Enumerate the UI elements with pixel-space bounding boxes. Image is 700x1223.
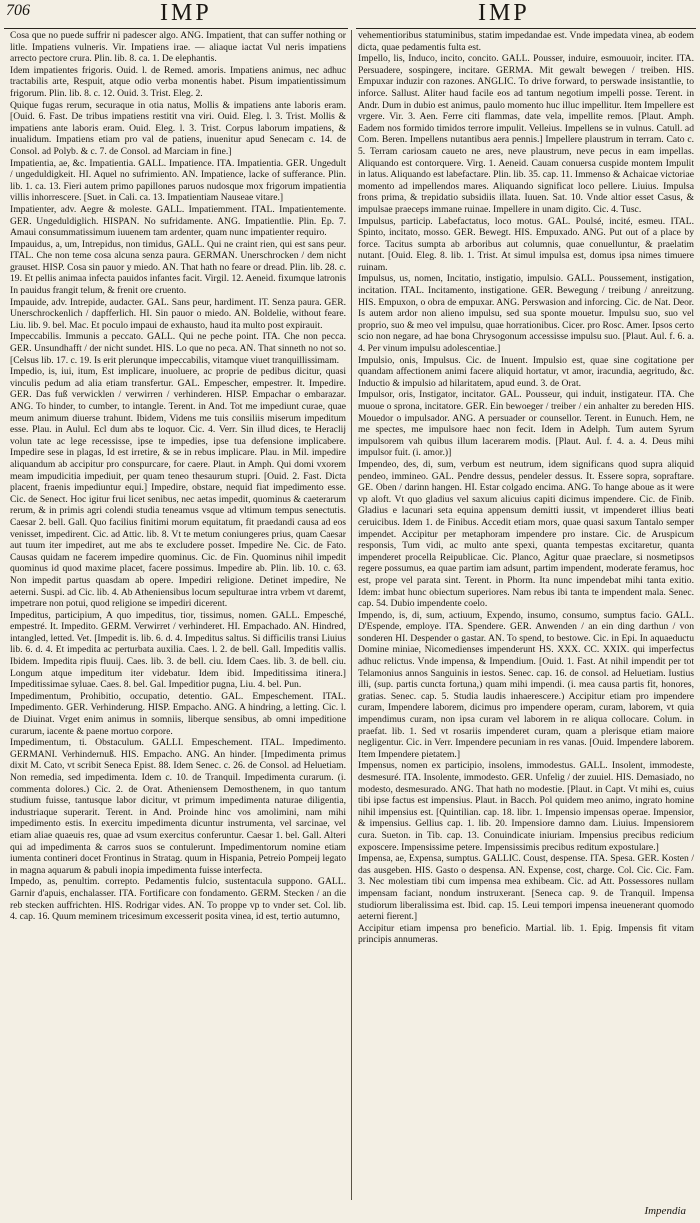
dictionary-entry: Impulsio, onis, Impulsus. Cic. de Inuent. Impulsio est, quae sine cogitatione per quandam affectionem animi facere aliquid hortatur, vt amor, iracundia, aegritudo, &c. Inductio & impulsio ad hilaritatem, apud eund. 3. de Orat. [358, 354, 694, 389]
running-head-right: IMP [478, 0, 530, 26]
dictionary-entry: Idem impatientes frigoris. Ouid. l. de Remed. amoris. Impatiens animus, nec adhuc tractabilis arte, Respuit, atque odio verba monentis habet. Pisum impatientissimum frigorum. Plin. lib. 8. c. 12. Ouid. 3. Trist. Eleg. 2. [10, 64, 346, 99]
dictionary-entry: Quique fugas rerum, securaque in otia natus, Mollis & impatiens ante laboris eram. [Ouid. 6. Fast. De tribus impatiens restitit vna viri. Ouid. Eleg. l. 3. Trist. Mollis & impatiens ante laboris eram. Ouid. Eleg. l. 3. Trist. Corpus laborum impatiens, & inualidum. Impatiens etiam pro val de patiens, inuenitur apud Senecam c. 14. de Consol. ad Polyb. & c. 7. de Consol. ad Marciam in fine.] [10, 99, 346, 157]
header-rule-left [4, 28, 348, 29]
column-divider [351, 30, 352, 1200]
dictionary-entry: Impatienter, adv. Aegre & moleste. GALL. Impatiemment. ITAL. Impatientemente. GER. Ungeduldiglich. HISPAN. No sufridamente. ANG. Impatientlie. Plin. Ep. 7. Amaui consummatissimum iuuenem tam ardenter, quam nunc impatienter requiro. [10, 203, 346, 239]
dictionary-entry: Impensa, ae, Expensa, sumptus. GALLIC. Coust, despense. ITA. Spesa. GER. Kosten / das ausgeben. HIS. Gasto o despensa. AN. Expense, cost, charge. Col. Cic. Cic. Fam. 3. Nec molestiam tibi cum impensa mea exhibeam. Cic. ad Att. Possessores nullam impensam faciant, nondum instruxerant. [Seneca cap. 9. de Tranquil. Impensa studiorum liberalissima est. Ibid. cap. 15. Leui tempori impensa ineuenerant quomodo aeterni fierent.] [358, 853, 694, 923]
right-column [358, 30, 694, 1210]
dictionary-entry: Impeccabilis. Immunis a peccato. GALL. Qui ne peche point. ITA. Che non pecca. GER. Unsundhafft / der nicht sundet. HIS. Lo que no peca. AN. That sinneth no not so. [Celsus lib. 17. c. 19. Is erit plerunque impeccabilis, vitamque viuet tranquillissimam. [10, 331, 346, 366]
dictionary-entry: Impulsor, oris, Instigator, incitator. GAL. Pousseur, qui induit, instigateur. ITA. Che muoue o sprona, incitatore. GER. Ein bewoeger / treiber / ein anhalter zu bereden HIS. Mouedor o impulsador. ANG. A persuader or counsellor. Terent. in Eunuch. Hem, ne me spectes, me impulsore haec non fecit. Idem in Adelph. Tum autem Syrum impulsorem vah quibus illum lacerarem modis. [Plaut. Aul. f. 4. a. 4. Deus mihi impulsor fuit. (i. amor.)] [358, 389, 694, 459]
running-head-left: IMP [160, 0, 212, 26]
dictionary-entry: Impedio, is, iui, itum, Est implicare, inuoluere, ac proprie de pedibus dicitur, quasi vinculis pedum ad alia etiam transfertur. GAL. Empescher, empestrer. It. Impedire. GER. Das fuß verwicklen / verwirren / verhinderen. HISP. Empachar o embarazar. ANG. To hinder, to cumber, to intangle. Terent. in And. Tot me impediunt curae, quae meum animum diuerse trahunt. Ibidem, Videns me tuis consiliis miserum impeditum esse. Plau. in Aulul. Ecl dum abs te loquor. Cic. 4. Verr. Sin illud dices, te Heraclij volun tate ac lege recessisse, ipse te impedies, ipse tua defensione implicabere. Impedire sese in plagas, Id est irretire, & se in rebus implicare. Plau. in Mil. impedire aliquandum ab accipitur pro conspurcare, for caere. Plaut. in Amph. Qui domi vxorem meam impudicitia impediuit, per quam teneo thesaurum stupri. [Ouid. 2. Fast. Dicta placent, fraenis impediuntur equi.] Impedire, obstare, nequid fiat impedimento esse. Cic. de Senect. Hoc igitur frui licet senibus, nec aetas impedit, quominus & caeterarum rerum, & in primis agri colendi studia teneamus vsque ad vltimum tempus senectutis. Caesar 2. bell. Gall. Quo facilius finitimi morum equitatum, fit praedandi causa ad eos venisset, impedirent. Cic. ad Attic. lib. 8. Vt te metum coniungeres prius, quam Caesar aut tuum iter impediret, aut me abs te excludere posset. Impedire Ne. Cic. de Fato. Causas quidam ne facerem impedire quominus. Cic. de Fin. Quominus nihil impedit quominus id quod maxime placet, facere possimus. Impedire ab. Plin. lib. 10. c. 63. Non impedit partus quasdam ab opere. Impediri religione. Detinet impedire, Ne aeterni. Suspi. ad Cic. lib. 4. Ab Atheniensibus locum sepulturae intra vrbem vt daremt, impetrare non potui, quod religione se impediri dicerent. [10, 366, 346, 610]
dictionary-entry: Cosa que no puede suffrir ni padescer algo. ANG. Impatient, that can suffer nothing or litle. Impatiens vulneris. Vir. Impatiens irae. — aliaque iactat Vul neris impatiens arrecto pectore crura. Plin. lib. 8. ca. 1. De elephantis. [10, 30, 346, 65]
catchword: Impendia [644, 1205, 686, 1217]
dictionary-entry: Impendeo, des, di, sum, verbum est neutrum, idem significans quod supra aliquid pendeo, immineo. GAL. Pendre dessus, pendeler dessus. It. Essere sopra, sopraftare. GE. Oben / darinn hangen. HI. Estar colgado encima. ANG. To hange aboue as it were vp aloft. Vt quo gladius vel saxum alicuius capiti dicimus impendere. Cic. de Finib. Gladius e lacunari seta equina appensum demitti iussit, vt impenderet illius beati ceruicibus. Idem 1. de Finibus. Accedit etiam mors, quae quasi saxum Tantalo semper impendet. Accipitur per metaphoram impendere pro instare. Cic. de Aruspicum responsis, Tum vidi, ac multo ante spexi, quanta tempestas excitaretur, quanta impenderet procella Reipublicae. Cic. Planco, Agitur quae praeclare, si nosmetipsos regere possumus, ea quae partim iam adsunt, partim impendent, moderate feramus, hoc est, prope vel parata sint. Terent. in Phorm. Ita nunc impendebat mihi tanta exitio. Idem: imbat hunc obiectum superiores. Nam rebus ibi tanta te impendent mala. Senec. cap. 54. Dubio impendente coelo. [358, 458, 694, 610]
dictionary-entry: Impedo, as, penultim. correpto. Pedamentis fulcio, sustentacula suppono. GALL. Garnir d'apuis, enchalasser. ITA. Fortificare con fondamento. GERM. Stecken / an die reb stecken auffrichten. HIS. Rodrigar vides. AN. To proppe vp to vnder set. Col. lib. 4. cap. 16. Quum meminem tricesimum excesserit posita vinea, id est, tertio autumno, [10, 876, 346, 923]
dictionary-entry: Accipitur etiam impensa pro beneficio. Martial. lib. 1. Epig. Impensis fit vitam principis annumeras. [358, 922, 694, 946]
dictionary-entry: Impedimentum, ti. Obstaculum. GALLI. Empeschement. ITAL. Impedimento. GERMANI. Verhindernuß. HIS. Empacho. ANG. An hinder. [Impedimenta primus dixit M. Cato, vt scribit Seneca Epist. 88. Idem Senec. c. 26. de Consol. ad Heluetiam. Non remedia, sed impedimenta. Idem c. 10. de Tranquil. Impedimenta curarum. (i. commenta dolores.) Cic. 2. de Orat. Atheniensem Demosthenem, in quo tantum studium fuisse, tantusque labor dicitur, vt primum impedimenta naturae diligentia, industriaque superarit. Terent. in And. Proinde hinc vos amolimini, nam mihi impedimento estis. In exercitu impedimenta dicuntur instrumenta, vel sarcinae, vel etiam aliae quaeuis res, quae ad vsum exercitus conferuntur. Caesar 1. bel. Gall. Alteri qui ad impedimenta & carros suos se contulerunt. Impedimentorum nomine etiam iumenta contineri docet Frontinus in Stratag. quum in Hispania, Petreio Pompeij legato in magna aquarum & pabuli inopia impedimenta fuisse interfecta. [10, 737, 346, 876]
dictionary-entry: Impulsus, particip. Labefactatus, loco motus. GAL. Poulsé, incité, esmeu. ITAL. Spinto, incitato, mosso. GER. Bewegt. HIS. Empuxado. ANG. Put out of a place by force. Tacitus sumpta ab arboribus aut columnis, quae conuelluntur, & praelatim nutant. [Ouid. Eleg. 8. lib. 1. Trist. At simul impulsa est, domus ipsa nimes timuere ruinam. [358, 215, 694, 273]
dictionary-entry: Impeditus, participium, A quo impeditus, tior, tissimus, nomen. GALL. Empesché, empestré. It. Impedito. GERM. Verwirret / verhinderet. HI. Empachado. AN. Hindred, intangled, letted. Vet. [Impedit is. lib. 6. d. 4. Impeditus saltus. Si difficilis transi Liuius lib. 6. d. 4. Et impedita ac perturbata auxilia. Caes. l. 2. de bell. Gall. Impeditis vallis. Ibidem. Impedita ripis fluuij. Caes. lib. 3. de bell. ciu. Idem Caes. lib. 3. de bell. ciu. Longum atque impeditum iter videbatur. Idem ibid. Impeditissima itinera.] Impeditissimae syluae. Caes. 8. bel. Gal. Impeditior pugna, Liu. 4. bel. Pun. [10, 609, 346, 691]
header-rule-right [356, 28, 696, 29]
dictionary-entry: Impulsus, us, nomen, Incitatio, instigatio, impulsio. GALL. Poussement, instigation, incitation. ITAL. Incitamento, instigatione. GER. Bewegung / treibung / anreitzung. HIS. Empuxon, o obra de empuxar. ANG. Perswasion and inforcing. Cic. de Nat. Deor. Is autem ardor non alieno impulsu, sed sua sponte mouetur. Impulsu suo, suo vel proprio, suo & meo vel impulsu, quae horrationibus. Cicer. pro Rosc. Amer. Ipsos certo scio non negare, ad hae bona Chrysogonum accessisse impulsu suo. [Plaut. Aul. f. 6. a. 4. Per vinum impulsu adolescentiae.] [358, 273, 694, 355]
dictionary-entry: Impensus, nomen ex participio, insolens, immodestus. GALL. Insolent, immodeste, desmesuré. ITA. Insolente, immodesto. GER. Unfelig / der zuuiel. HIS. Demasiado, no modesto, desmesurado. ANG. That hath no modestie. [Plaut. in Capt. Vt mihi es, cuius tibi ipse factus est impensius. Plaut. in Bacch. Pol quidem meo animo, ingrato homine nihil impensius est. [Quintilian. cap. 18. libr. 1. Impensio impensas operae. Impensior, & impensius. Gellius cap. 1. lib. 20. Impensiore damno dam. Liuius. Impensiorem cura. Sueton. in Tib. cap. 13. Conuindicate iniuriam. Impensius precibus redicium exposcere. Impensissime petere. Impensissimis precibus reditum expostulare.] [358, 760, 694, 853]
dictionary-entry: Impedimentum, Prohibitio, occupatio, detentio. GAL. Empeschement. ITAL. Impedimento. GER. Verhinderung. HISP. Empacho. ANG. A hindring, a letting. Cic. l. de Diuinat. Vrget enim animus in somniis, liberque sensibus, ab omni impeditione curarum, iacente & paene mortuo corpore. [10, 690, 346, 737]
dictionary-entry: Impauide, adv. Intrepide, audacter. GAL. Sans peur, hardiment. IT. Senza paura. GER. Unerschrockenlich / dapfferlich. HI. Sin pauor o miedo. AN. Boldelie, without feare. Liu. lib. 9. bel. Mac. Et poculo impaui de exhausto, haud ita multo post expirauit. [10, 296, 346, 331]
dictionary-entry: Impatientia, ae, &c. Impatientia. GALL. Impatience. ITA. Impatientia. GER. Ungedult / ungeduldigkeit. HI. Aquel no sufrimiento. AN. Impatience, lacke of sufferance. Plin. lib. 1. ca. 13. Fieri autem primo papillones paruos nudosque mox frigorum impatientia villis inhorrescere. [Suet. in Cali. ca. 13. Impatientiam Nauseae vitare.] [10, 157, 346, 204]
dictionary-entry: Impendo, is, di, sum, actiuum, Expendo, insumo, consumo, sumptus facio. GALL. D'Espende, employe. ITA. Spendere. GER. Anwenden / an ein ding darthun / von sonderen HI. Despender o gastar. AN. To spend, to bestowe. Cic. in Epi. In aquaeductu Domine miniae, Nicomedienses impenderunt HS. XXX. CC. XXIX. qui imperfectus adhuc relictus. Vnde impensa, & Impendium. [Ouid. 1. Fast. At nihil impendit per tot Telamonius annos Sanguinis in iestos. Senec. cap. 16. de consol. ad Heluetiam. Iustius illi, (sup. partis cuncta fortuna,) quam mihi impendi. (i. mea causa partis fit, honores, gratias. Senec. cap. 5. Studia laudis inhaerescere.) Accipitur etiam pro impendere curam, Impendere laborem, dicimus pro impendere operam, curam, laborem, vt quia impendimus curam, non ipsa curam vel laborem in re aliqua collocare. Colum. in praefat. lib. 1. Sed vt rosariis impenderet curam, quam a plerisque etiam maiore negligentur. Cic. in Verr. Impendere pecuniam in res vanas. [Ouid. Impendere laborem. Item Impendere pietatem.] [358, 609, 694, 760]
page-number: 706 [6, 2, 30, 19]
dictionary-entry: vehementioribus statuminibus, statim impedandae est. Vnde impedata vinea, ab eodem dicta, quae pedamentis fulta est. [358, 30, 694, 53]
left-column [10, 30, 346, 1210]
dictionary-entry: Impello, lis, Induco, incito, concito. GALL. Pousser, induire, esmouuoir, inciter. ITA. Persuadere, sospingere, incitare. GERMA. Mit gewalt bewegen / treiben. HIS. Empuxar induzir con razones. ANGLIC. To drive forward, to perswade insistantlie, to inforce. Sallust. Aliter haud facile eos ad tantum negotium impelli posse. Terent. in Andr. Dum in dubio est animus, paulo momento huc illuc impellitur. Item Impellere est vrgere. Vir. 3. Aen. Ferre citi flammas, date vela, impellite remos. [Plaut. Amph. Eadem nos formido timidos terrore impulit. Velleius. Impellens se in vulnus. Catull. ad Com. Beren. Impellens nutantibus aera pennis.] Impellere plaustrum in terram. Cato c. 5. Terram cariosam caueto ne ares, neve plaustrum, neve pecus in eam impellas. Aliquando est contorquere. Virg. 1. Aeneid. Cauam conuersa cuspide montem Impulit in latus. Aliquando est labefactare. Plin. lib. 35. cap. 11. Immenso & Achaicae victoriae momento ad impellendos mares. Aliquando significat loco pellere. Liuius. Impulsa frons prima, & trepidatio subsidiis illata. Iuuen. Sat. 10. Vnde altior esset Casus, & impulsae praeceps immane ruinae. Impellere in unam digito. Cic. 4. Tusc. [358, 53, 694, 215]
dictionary-entry: Impauidus, a, um, Intrepidus, non timidus, GALL. Qui ne craint rien, qui est sans peur. ITAL. Che non teme cosa alcuna senza paura. GERMAN. Unerschrocken / dem nicht grauset. HISP. Cosa sin pauor y miedo. AN. That hath no feare or dread. Plin. lib. 28. c. 19. Et pellis animaa infecta pauidos infantes facit. Virgil. 12. Aeneid. fixumque latronis In pauidus frangit telum, & frenit ore cruento. [10, 238, 346, 297]
